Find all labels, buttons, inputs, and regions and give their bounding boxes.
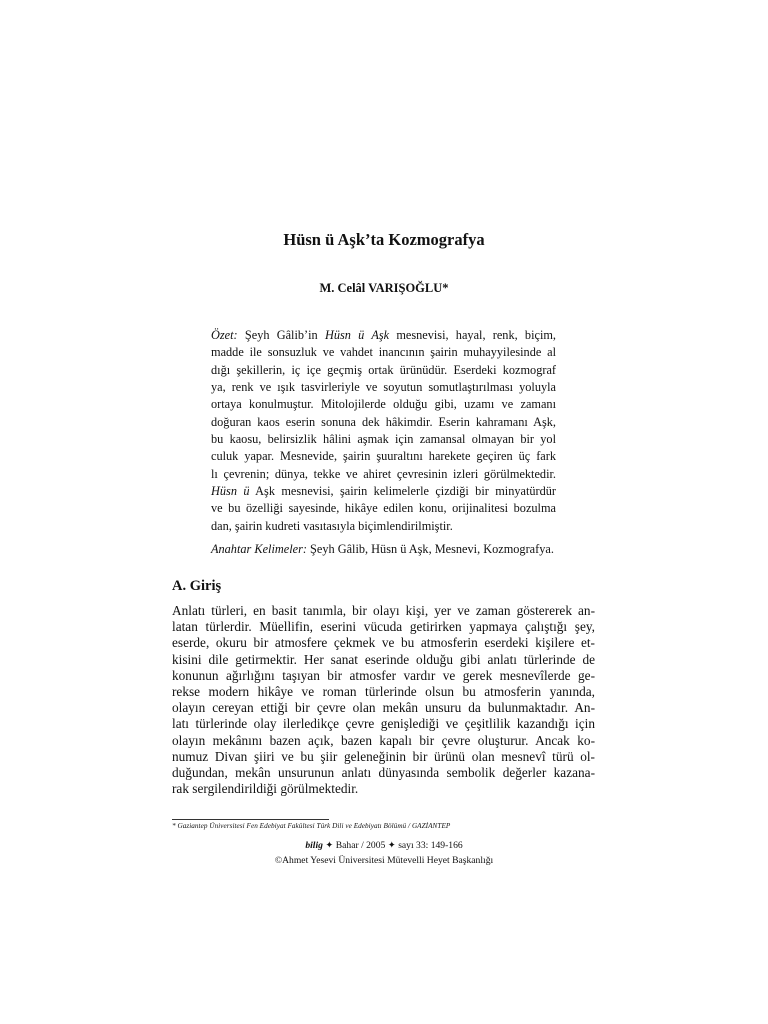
paragraph-line: kisini dile getirmektir. Her sanat eserinde olduğu gibi anlatı türlerinde de (172, 651, 595, 667)
abstract-line: Hüsn ü Aşk mesnevisi, şairin kelimelerle çizdiği bir minyatürdür (211, 484, 556, 499)
paragraph-line: Anlatı türleri, en basit tanımla, bir olayı kişi, yer ve zaman göstererek an- (172, 603, 595, 618)
abstract-line: culuk yapar. Mesnevide, şairin şuuraltını harekete geçiren üç fark (211, 449, 556, 464)
journal-issue: sayı 33: 149-166 (398, 840, 463, 851)
paragraph-line: eserde, okuru bir atmosfere çekmek ve bu atmosferin eserdeki kişilere et- (172, 635, 595, 651)
abstract-line: dan, şairin kudreti vasıtasıyla biçimlendirilmiştir. (211, 518, 453, 533)
journal-name: bilig (305, 840, 323, 851)
keywords-line (211, 541, 571, 558)
italic-title: Hüsn ü Aşk (324, 328, 390, 342)
abstract-line: bu kaosu, belirsizlik hâlini aşmak için zamansal olmayan bir yol (211, 432, 556, 447)
paragraph-line: konunun ağırlığını taşıyan bir atmosfer vardır ve gerek mesnevîlerde ge- (172, 667, 595, 683)
author-name: M. Celâl VARIŞOĞLU* (319, 281, 449, 295)
separator-icon: ✦ (325, 840, 334, 851)
keywords-text: Şeyh Gâlib, Hüsn ü Aşk, Mesnevi, Kozmografya. (306, 542, 554, 556)
footnote-divider (172, 819, 329, 820)
copyright-notice: ©Ahmet Yesevi Üniversitesi Mütevelli Heyet Başkanlığı (274, 855, 494, 866)
paragraph-line: numuz Divan şiiri ve bu şiir geleneğinin bir ürünü olan mesnevî türü ol- (172, 748, 595, 764)
abstract-label: Özet: (211, 328, 238, 342)
abstract-line: doğuran kaos eserin sonuna dek hâkimdir. Eserin kahramanı Aşk, (211, 414, 556, 429)
keywords-label: Anahtar Kelimeler: (211, 542, 307, 556)
abstract-line: ve bu özelliği sayesinde, hikâye edilen konu, orijinalitesi bozulma (211, 501, 556, 516)
section-heading: A. Giriş (172, 578, 222, 594)
italic-title: Hüsn ü (211, 484, 250, 499)
separator-icon: ✦ (387, 840, 396, 851)
abstract-line: dığı şekillerin, iç içe geçmiş ortak ürünüdür. Eserdeki kozmograf (211, 362, 556, 377)
journal-season: Bahar / 2005 (335, 840, 386, 851)
paragraph-line: rak sergilendirildiği görülmektedir. (172, 781, 359, 797)
abstract-line: lı çevrenin; dünya, tekke ve ahiret çevresinin izleri görülmektedir. (211, 466, 556, 481)
page-title: Hüsn ü Aşk’ta Kozmografya (283, 230, 485, 249)
paragraph-line: olayın mekânını bazen açık, bazen kapalı bir çevre oluşturur. Ancak ko- (172, 732, 595, 748)
abstract-line: Özet: Şeyh Gâlib’in Hüsn ü Aşk mesnevisi, hayal, renk, biçim, (211, 328, 556, 342)
paragraph-line: duğundan, mekân unsurunun anlatı dünyasında sembolik değerler kazana- (172, 765, 595, 781)
footnote: * Gaziantep Üniversitesi Fen Edebiyat Fakültesi Türk Dili ve Edebiyatı Bölümü / GAZİANTEP (172, 822, 451, 830)
journal-citation (0, 840, 768, 851)
paragraph-line: rekse modern hikâye ve roman türlerinde olsun bu atmosferin yanında, (172, 684, 595, 700)
abstract-line: madde ile sonsuzluk ve vahdet inancının şairin muhayyilesinde al (211, 345, 556, 360)
paragraph-line: olayın cereyan ettiği bir çevre olan mekân unsuru da bulunmaktadır. An- (172, 700, 595, 716)
abstract-line: ortaya konulmuştur. Mitolojilerde olduğu gibi, uzamı ve zamanı (211, 397, 556, 412)
paragraph-line: latı türlerinde olay ilerledikçe çevre genişlediği ve çeşitlilik kazandığı için (172, 716, 595, 732)
paragraph-line: latan türlerdir. Müellifin, eserini vücuda getirirken yapmaya çalıştığı şey, (172, 619, 595, 635)
abstract-block (211, 327, 556, 535)
body-paragraph (172, 603, 595, 797)
abstract-line: ya, renk ve ışık tasvirleriyle ve soyutun somutlaştırılması yoluyla (211, 380, 556, 395)
